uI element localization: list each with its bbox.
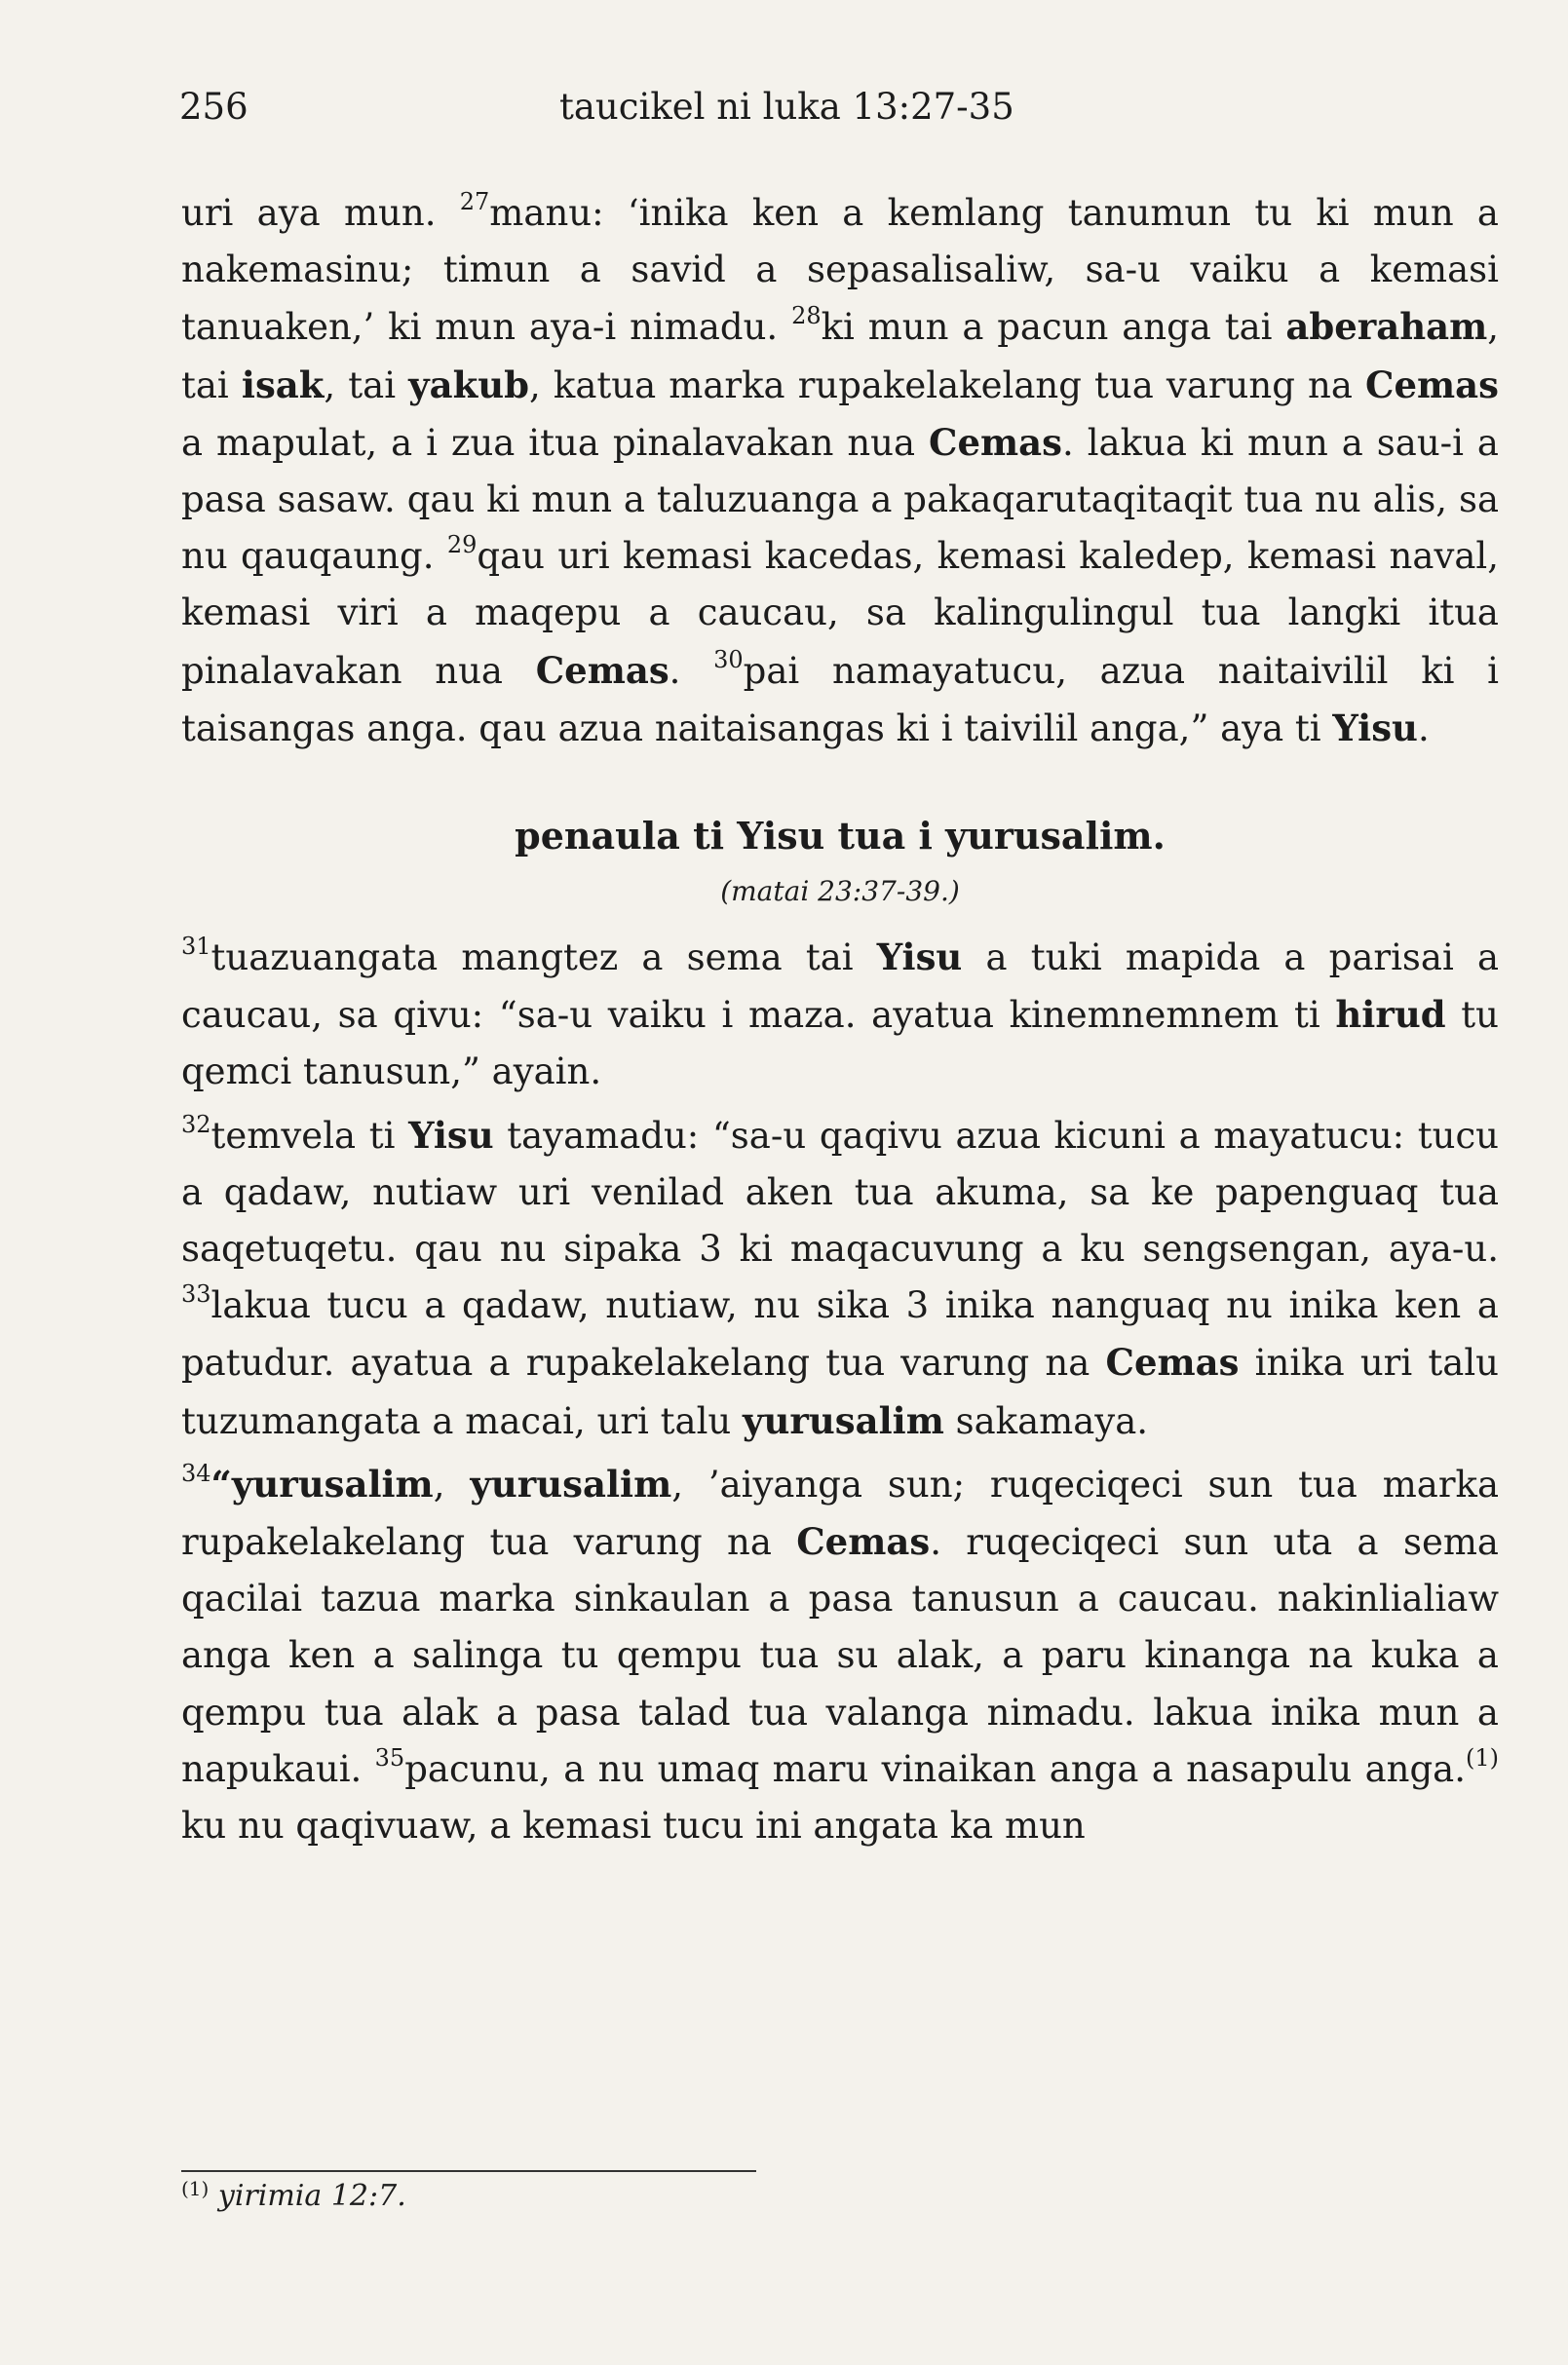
paragraph-verse-31: $^{31}$tuazuangata mangtez a sema tai Yisu a tuki mapida a parisai a caucau, sa qivu: “sa-u vaiku i maza. ayatua kinemnemnem ti hirud tu qemci tanusun,” ayain. (181, 933, 1500, 1093)
verse-number: 30 (713, 645, 744, 673)
name-cemas: Cemas (535, 648, 669, 692)
footnote-text: yirimia 12:7. (209, 2179, 406, 2213)
name-cemas: Cemas (796, 1520, 931, 1564)
verse-number: 31 (181, 933, 211, 961)
paragraph-verses-34-35: $^{34}$“yurusalim, yurusalim, ’aiyanga sun; ruqeciqeci sun tua marka rupakelakelang tua varung na Cemas. ruqeciqeci sun uta a sema qacilai tazua marka sinkaulan a pasa tanusun a caucau. nakinlialiaw anga ken a salinga tu qempu tua su alak, a paru kinanga na kuka a qempu tua alak a pasa talad tua valanga nimadu. lakua inika mun a napukaui. $^{35}$pacunu, a nu umaq maru vinaikan anga a nasapulu anga.$^{(1)}$ ku nu qaqivuaw, a kemasi tucu ini angata ka mun (181, 1459, 1500, 1848)
footnote (181, 2177, 406, 2213)
paragraph-verses-32-33: $^{32}$temvela ti Yisu tayamadu: “sa-u qaqivu azua kicuni a mayatucu: tucu a qadaw, nutiaw uri venilad aken tua akuma, sa ke papenguaq tua saqetuqetu. qau nu sipaka 3 ki maqacuvung a ku sengsengan, aya-u. $^{33}$lakua tucu a qadaw, nutiaw, nu sika 3 inika nanguaq nu inika ken a patudur. ayatua a rupakelakelang tua varung na Cemas inika uri talu tuzumangata a macai, uri talu yurusalim sakamaya. (181, 1110, 1500, 1442)
name-yakub: yakub (408, 362, 530, 406)
name-yurusalim: yurusalim (470, 1462, 672, 1506)
name-hirud: hirud (1335, 993, 1446, 1037)
name-yisu: Yisu (408, 1113, 494, 1157)
verse-number: 29 (446, 531, 478, 559)
footnote-divider (181, 2170, 756, 2172)
verse-number: 27 (459, 188, 490, 215)
name-cemas: Cemas (929, 420, 1062, 464)
section-heading: penaula ti Yisu tua i yurusalim. (515, 814, 1166, 858)
verse-number: 33 (181, 1280, 211, 1309)
name-yurusalim: yurusalim (231, 1462, 434, 1506)
name-isak: isak (241, 362, 325, 406)
verse-number: 35 (374, 1743, 405, 1772)
running-title: taucikel ni luka 13:27-35 (559, 86, 1014, 128)
page-number: 256 (179, 86, 249, 128)
main-text (181, 185, 1499, 1854)
name-cemas: Cemas (1105, 1341, 1240, 1385)
name-aberaham: aberaham (1285, 305, 1488, 349)
name-yurusalim: yurusalim (743, 1398, 944, 1442)
name-yisu: Yisu (1332, 706, 1418, 749)
page-header (179, 86, 1466, 144)
verse-number: 32 (181, 1110, 211, 1138)
verse-number: 34 (181, 1459, 211, 1487)
verse-number: 28 (791, 302, 822, 330)
footnote-marker: (1) (1466, 1743, 1499, 1772)
paragraph-verses-27-30: uri aya mun. $^{27}$manu: ‘inika ken a kemlang tanumun tu ki mun a nakemasinu; timun a savid a sepasalisaliw, sa-u vaiku a kemasi tanuaken,’ ki mun aya-i nimadu. $^{28}$ki mun a pacun anga tai aberaham, tai isak, tai yakub, katua marka rupakelakelang tua varung na Cemas a mapulat, a i zua itua pinalavakan nua Cemas. lakua ki mun a sau-i a pasa sasaw. qau ki mun a taluzuanga a pakaqarutaqitaqit tua nu alis, sa nu qauqaung. $^{29}$qau uri kemasi kacedas, kemasi kaledep, kemasi naval, kemasi viri a maqepu a caucau, sa kalingulingul tua langki itua pinalavakan nua Cemas. $^{30}$pai namayatucu, azua naitaivilil ki i taisangas anga. qau azua naitaisangas ki i taivilil anga,” aya ti Yisu. (181, 188, 1500, 749)
footnote-mark: (1) (181, 2177, 210, 2200)
name-yisu: Yisu (876, 935, 963, 979)
name-cemas: Cemas (1365, 362, 1499, 406)
cross-reference: (matai 23:37-39.) (720, 875, 960, 908)
